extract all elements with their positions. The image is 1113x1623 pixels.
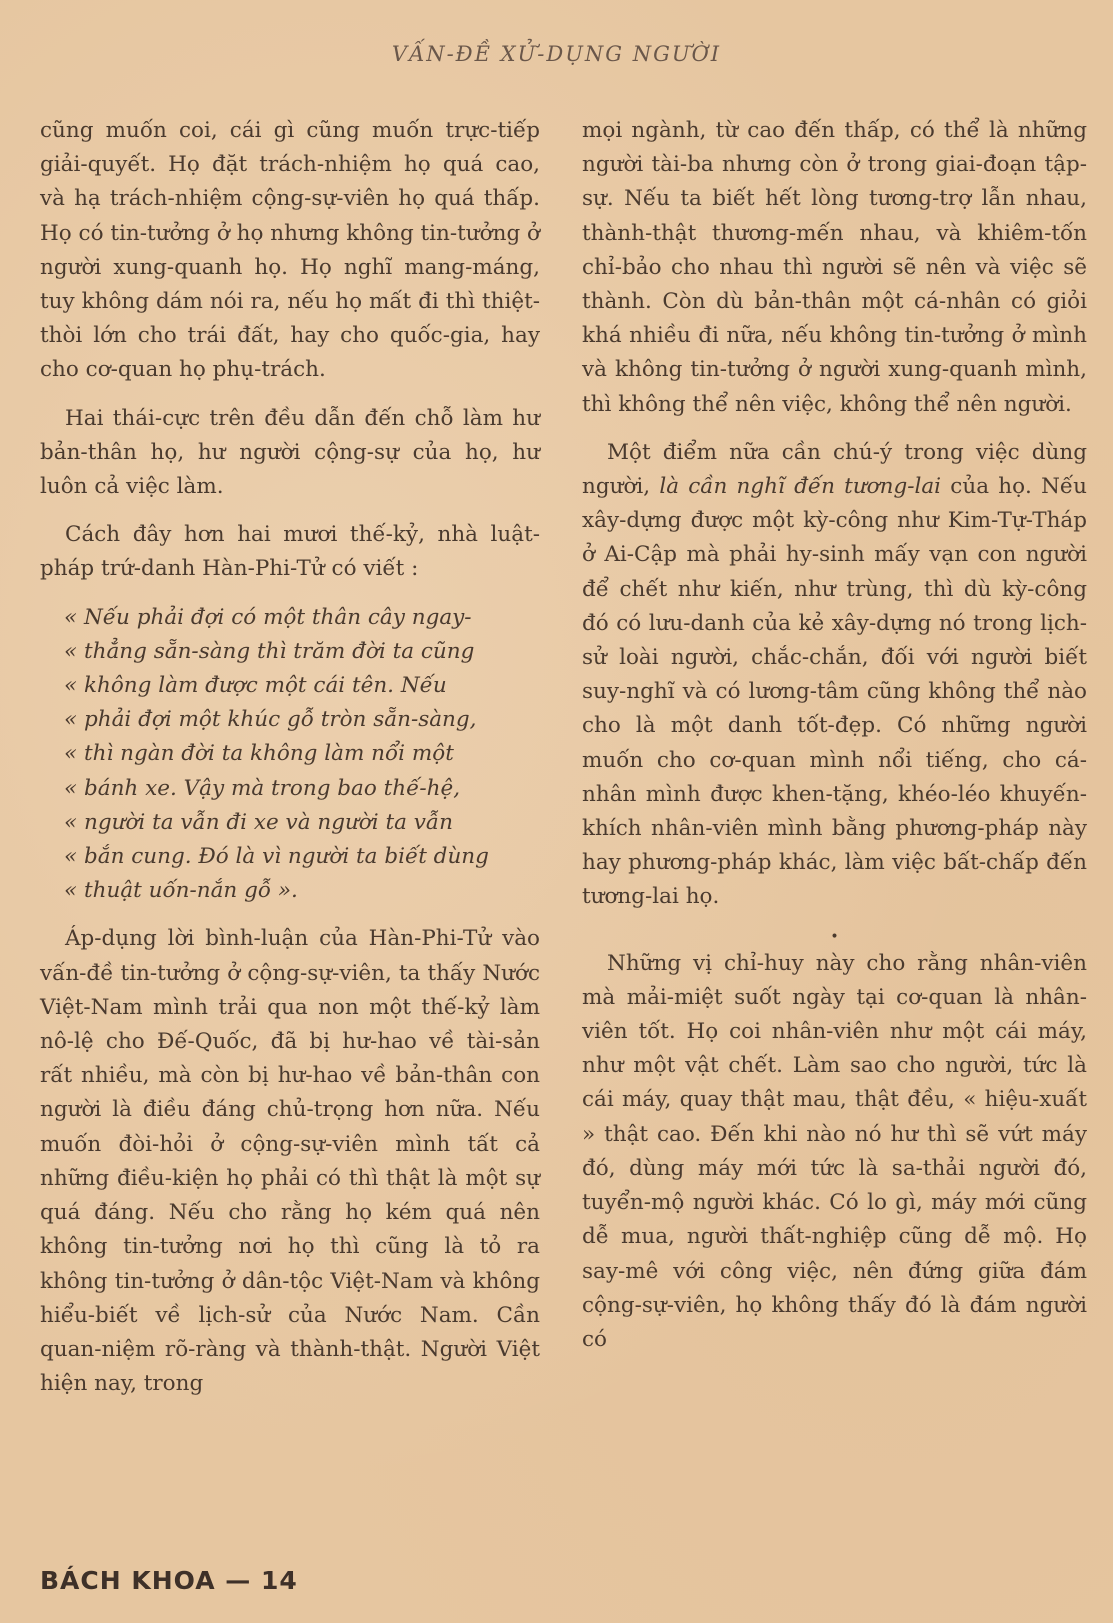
quote-line: « thẳng sẵn-sàng thì trăm đời ta cũng [64,638,475,664]
paragraph: Hai thái-cực trên đều dẫn đến chỗ làm hư bản-thân họ, hư người cộng-sự của họ, hư luôn cả việc làm. [40,405,540,500]
quote-line: « người ta vẫn đi xe và người ta vẫn [64,809,453,835]
section-dot: • [830,928,839,945]
text-run: Một điểm nữa cần chú-ý trong việc dùng người, [582,439,1087,500]
quote-line: « bánh xe. Vậy mà trong bao thế-hệ, [64,775,461,801]
paragraph [582,436,1087,915]
paragraph: Cách đây hơn hai mươi thế-kỷ, nhà luật-pháp trứ-danh Hàn-Phi-Tử có viết : [40,522,540,582]
block-quote [40,601,540,909]
page-footer: BÁCH KHOA — 14 [40,1566,298,1595]
paragraph: Áp-dụng lời bình-luận của Hàn-Phi-Tử vào vấn-đề tin-tưởng ở cộng-sự-viên, ta thấy Nước Việt-Nam mình trải qua non một thế-kỷ làm nô-lệ cho Đế-Quốc, đã bị hư-hao về tài-sản rất nhiều, mà còn bị hư-hao về bản-thân con người là điều đáng chủ-trọng hơn nữa. Nếu muốn đòi-hỏi ở cộng-sự-viên mình tất cả những điều-kiện họ phải có thì thật là một sự quá đáng. Nếu cho rằng họ kém quá nên không tin-tưởng nơi họ thì cũng là tỏ ra không tin-tưởng ở dân-tộc Việt-Nam và không hiểu-biết về lịch-sử của Nước Nam. Cần quan-niệm rõ-ràng và thành-thật. Người Việt hiện nay, trong [40,926,540,1397]
running-title: VẤN-ĐỀ XỬ-DỤNG NGƯỜI [391,42,722,66]
quote-line: « không làm được một cái tên. Nếu [64,673,447,699]
quote-line: « Nếu phải đợi có một thân cây ngay- [64,604,472,630]
paragraph: Những vị chỉ-huy này cho rằng nhân-viên mà mải-miệt suốt ngày tại cơ-quan là nhân-viên tốt. Họ coi nhân-viên như một cái máy, như một vật chết. Làm sao cho người, tức là cái máy, quay thật mau, thật đều, « hiệu-xuất » thật cao. Đến khi nào nó hư thì sẽ vứt máy đó, dùng máy mới tức là sa-thải người đó, tuyển-mộ người khác. Có lo gì, máy mới cũng dễ mua, người thất-nghiệp cũng dễ mộ. Họ say-mê với công việc, nên đứng giữa đám cộng-sự-viên, họ không thấy đó là đám người có [582,950,1087,1352]
left-column [40,114,540,1415]
quote-line: « bắn cung. Đó là vì người ta biết dùng [64,844,489,870]
emphasis-text: là cần nghĩ đến tương-lai [659,474,942,500]
quote-line: « phải đợi một khúc gỗ tròn sẵn-sàng, [64,707,477,733]
text-run: của họ. Nếu xây-dựng được một kỳ-công như Kim-Tự-Tháp ở Ai-Cập mà phải hy-sinh mấy vạn con người để chết như kiến, như trùng, thì dù kỳ-công đó có lưu-danh của kẻ xây-dựng nó trong lịch-sử loài người, chắc-chắn, đối với người biết suy-nghĩ và có lương-tâm cũng không thể nào cho là một danh tốt-đẹp. Có những người muốn cho cơ-quan mình nổi tiếng, cho cá-nhân mình được khen-tặng, khéo-léo khuyến-khích nhân-viên mình bằng phương-pháp này hay phương-pháp khác, làm việc bất-chấp đến tương-lai họ. [582,474,1087,910]
right-column [582,114,1087,1371]
paragraph: mọi ngành, từ cao đến thấp, có thể là những người tài-ba nhưng còn ở trong giai-đoạn tập-sự. Nếu ta biết hết lòng tương-trợ lẫn nhau, thành-thật thương-mến nhau, và khiêm-tốn chỉ-bảo cho nhau thì người sẽ nên và việc sẽ thành. Còn dù bản-thân một cá-nhân có giỏi khá nhiều đi nữa, nếu không tin-tưởng ở mình và không tin-tưởng ở người xung-quanh mình, thì không thể nên việc, không thể nên người. [582,118,1087,417]
quote-line: « thì ngàn đời ta không làm nổi một [64,741,454,767]
paragraph: cũng muốn coi, cái gì cũng muốn trực-tiếp giải-quyết. Họ đặt trách-nhiệm họ quá cao, và hạ trách-nhiệm cộng-sự-viên họ quá thấp. Họ có tin-tưởng ở họ nhưng không tin-tưởng ở người xung-quanh họ. Họ nghĩ mang-máng, tuy không dám nói ra, nếu họ mất đi thì thiệt-thòi lớn cho trái đất, hay cho quốc-gia, hay cho cơ-quan họ phụ-trách. [40,118,540,383]
quote-line: « thuật uốn-nắn gỗ ». [64,878,298,904]
